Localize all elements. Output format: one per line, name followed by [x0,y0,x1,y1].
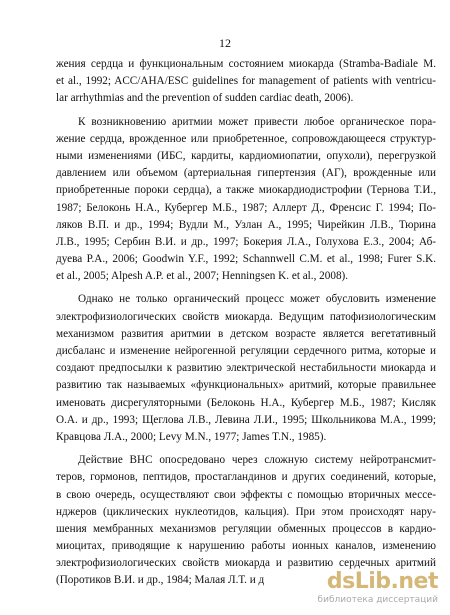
text-line: Л.В., 1995; Сербин В.И. и др., 1997; Бокерия Л.А., Голухова Е.З., 2004; Аб- [56,235,436,248]
text-line: давлением или объемом (артериальная гипертензия (АГ), врожденные или [56,167,436,180]
logo-ds: ds [326,569,355,594]
text-line: К возникновению аритмии может привести любое органическое пора- [78,115,436,128]
text-line: механизмом развития аритмии в детском возрасте является вегетативный [56,327,436,340]
text-line: электрофизиологических свойств миокарда. Ведущим патофизиологическим [56,310,436,323]
text-line: ляков В.П. и др., 1994; Вудли М., Узлан А., 1995; Чирейкин Л.В., Тюрина [56,218,436,231]
text-line: нджеров (циклических нуклеотидов, кальция). При этом происходят нару- [56,505,436,518]
text-line: (Поротиков В.И. и др., 1984; Малая Л.Т. и д [56,574,265,587]
text-line: Кравцова Л.А., 2000; Levy M.N., 1977; James T.N., 1985). [56,430,327,443]
text-line: создают предпосылки к развитию электрической нестабильности миокарда и [56,362,436,375]
text-line: приобретенные пороки сердца), а также миокардиодистрофии (Тернова Т.И., [56,184,436,197]
body-text [56,56,436,590]
text-line: жения сердца и функциональным состоянием миокарда (Stramba-Badiale M. [56,58,436,70]
dslib-watermark[interactable] [294,569,442,609]
text-line: ными изменениями (ИБС, кардиты, кардиомиопатии, опухоли), перегрузкой [56,149,436,162]
text-line: et al., 2005; Alpesh A.P. et al., 2007; Henningsen K. et al., 2008). [56,270,349,283]
text-line: lar arrhythmias and the prevention of sudden cardiac death, 2006). [56,92,354,105]
text-line: Действие ВНС опосредовано через сложную систему нейротрансмит- [78,454,436,467]
text-line: миоцитах, приводящие к нарушению работы ионных каналов, изменению [56,540,436,553]
text-line: теров, гормонов, пептидов, простагландинов и других соединений, которые, [56,471,436,484]
page-number: 12 [219,36,231,50]
paragraph-3 [56,291,436,446]
paragraph-2 [56,114,436,286]
text-line: именовать дисрегуляторными (Белоконь Н.А., Кубергер М.Б., 1987; Кисляк [56,396,436,409]
text-line: Однако не только органический процесс может обусловить изменение [78,293,436,306]
watermark-tagline: библиотека диссертаций [317,595,438,605]
logo-net: .net [390,569,438,594]
text-line: электрофизиологических свойств миокарда и развитию сердечных аритмий [56,557,436,570]
text-line: et al., 1992; ACC/AHA/ESC guidelines for management of patients with ventricu- [56,75,436,88]
dslib-logo [327,569,438,594]
text-line: дисбаланс и изменение нейрогенной регуляции сердечного ритма, которые и [56,345,436,357]
text-line: шения мембранных механизмов регуляции обменных процессов в кардио- [56,522,436,535]
text-line: дуева Р.А., 2006; Goodwin Y.F., 1992; Schannwell C.M. et al., 1998; Furer S.K. [56,253,436,266]
paragraph-1 [56,56,436,108]
text-line: жение сердца, врожденное или приобретенное, сопровождающееся структур- [56,132,436,145]
text-line: 1987; Белоконь Н.А., Кубергер М.Б., 1987; Аллерт Д., Френсис Г. 1994; По- [56,201,436,214]
text-line: О.А. и др., 1993; Щеглова Л.В., Левина Л.И., 1995; Школьникова М.А., 1999; [56,413,436,426]
logo-lib: Lib [354,569,391,594]
text-line: в свою очередь, осуществляют свои эффекты с помощью вторичных мессе- [56,488,436,501]
text-line: развитию так называемых «функциональных» аритмий, которые правильнее [56,379,436,392]
